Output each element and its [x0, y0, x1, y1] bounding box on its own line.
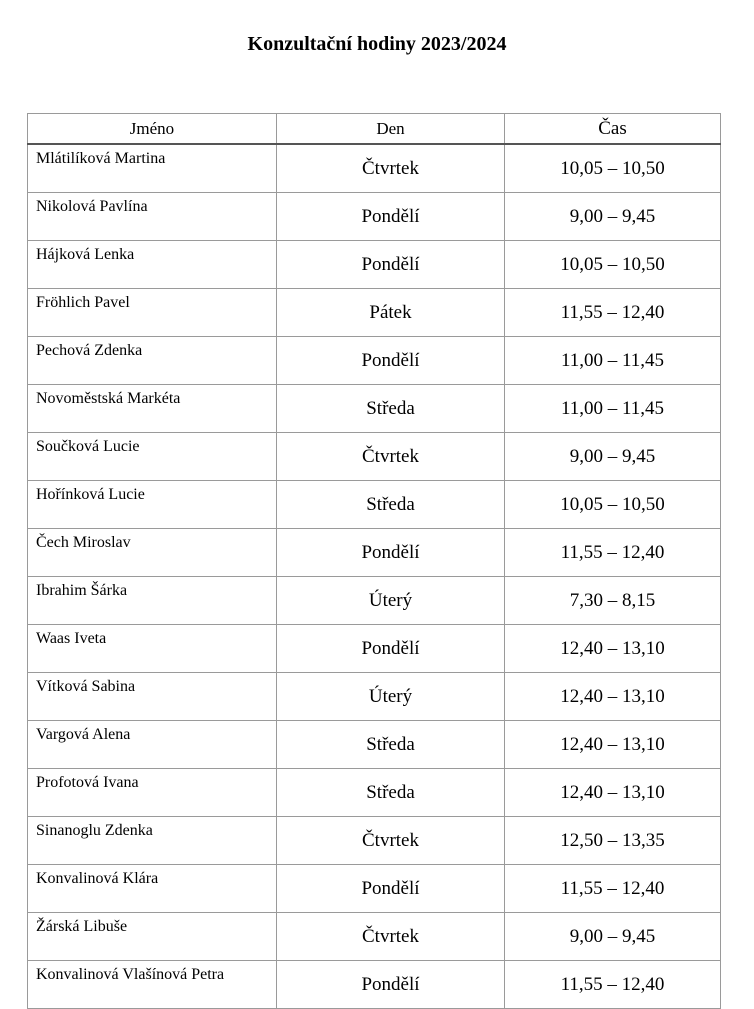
cell-name: Konvalinová Klára [28, 865, 277, 913]
cell-time: 11,55 – 12,40 [505, 865, 721, 913]
cell-name: Waas Iveta [28, 625, 277, 673]
cell-time: 11,55 – 12,40 [505, 961, 721, 1009]
table-row [28, 721, 721, 769]
table-row [28, 625, 721, 673]
cell-time: 9,00 – 9,45 [505, 193, 721, 241]
cell-day: Pondělí [277, 865, 505, 913]
cell-time: 12,40 – 13,10 [505, 625, 721, 673]
cell-name: Sinanoglu Zdenka [28, 817, 277, 865]
cell-time: 11,00 – 11,45 [505, 385, 721, 433]
table-row [28, 481, 721, 529]
consultation-hours-table [27, 113, 721, 1009]
table-row [28, 961, 721, 1009]
table-row [28, 193, 721, 241]
column-header-time: Čas [505, 114, 721, 145]
cell-day: Pondělí [277, 337, 505, 385]
cell-day: Úterý [277, 673, 505, 721]
cell-name: Vargová Alena [28, 721, 277, 769]
cell-day: Pondělí [277, 193, 505, 241]
table-header [28, 114, 721, 145]
cell-day: Čtvrtek [277, 433, 505, 481]
cell-name: Žárská Libuše [28, 913, 277, 961]
cell-day: Pondělí [277, 961, 505, 1009]
table-row [28, 673, 721, 721]
table-row [28, 385, 721, 433]
cell-name: Pechová Zdenka [28, 337, 277, 385]
cell-name: Nikolová Pavlína [28, 193, 277, 241]
cell-time: 10,05 – 10,50 [505, 481, 721, 529]
page-title: Konzultační hodiny 2023/2024 [247, 33, 507, 55]
cell-time: 11,55 – 12,40 [505, 289, 721, 337]
table-row [28, 433, 721, 481]
table-row [28, 529, 721, 577]
cell-time: 9,00 – 9,45 [505, 433, 721, 481]
cell-name: Novoměstská Markéta [28, 385, 277, 433]
cell-day: Pondělí [277, 625, 505, 673]
cell-name: Hořínková Lucie [28, 481, 277, 529]
cell-name: Fröhlich Pavel [28, 289, 277, 337]
cell-name: Mlátilíková Martina [28, 144, 277, 193]
cell-name: Ibrahim Šárka [28, 577, 277, 625]
cell-name: Hájková Lenka [28, 241, 277, 289]
table-row [28, 241, 721, 289]
column-header-day: Den [277, 114, 505, 145]
cell-name: Součková Lucie [28, 433, 277, 481]
header-row [28, 114, 721, 145]
table-row [28, 337, 721, 385]
table-row [28, 865, 721, 913]
cell-time: 11,55 – 12,40 [505, 529, 721, 577]
table-row [28, 289, 721, 337]
cell-day: Pátek [277, 289, 505, 337]
cell-day: Úterý [277, 577, 505, 625]
cell-day: Čtvrtek [277, 913, 505, 961]
table-row [28, 577, 721, 625]
cell-name: Vítková Sabina [28, 673, 277, 721]
cell-time: 10,05 – 10,50 [505, 144, 721, 193]
cell-day: Pondělí [277, 529, 505, 577]
cell-time: 12,40 – 13,10 [505, 721, 721, 769]
cell-time: 7,30 – 8,15 [505, 577, 721, 625]
cell-time: 10,05 – 10,50 [505, 241, 721, 289]
cell-name: Konvalinová Vlašínová Petra [28, 961, 277, 1009]
cell-day: Středa [277, 481, 505, 529]
cell-day: Pondělí [277, 241, 505, 289]
table-row [28, 769, 721, 817]
cell-time: 12,50 – 13,35 [505, 817, 721, 865]
cell-name: Profotová Ivana [28, 769, 277, 817]
table-row [28, 913, 721, 961]
cell-day: Čtvrtek [277, 144, 505, 193]
table-body [28, 144, 721, 1009]
cell-time: 11,00 – 11,45 [505, 337, 721, 385]
cell-day: Středa [277, 385, 505, 433]
cell-name: Čech Miroslav [28, 529, 277, 577]
column-header-name: Jméno [28, 114, 277, 145]
table-row [28, 817, 721, 865]
cell-time: 9,00 – 9,45 [505, 913, 721, 961]
table-row [28, 144, 721, 193]
cell-time: 12,40 – 13,10 [505, 769, 721, 817]
cell-day: Čtvrtek [277, 817, 505, 865]
cell-day: Středa [277, 721, 505, 769]
cell-day: Středa [277, 769, 505, 817]
cell-time: 12,40 – 13,10 [505, 673, 721, 721]
